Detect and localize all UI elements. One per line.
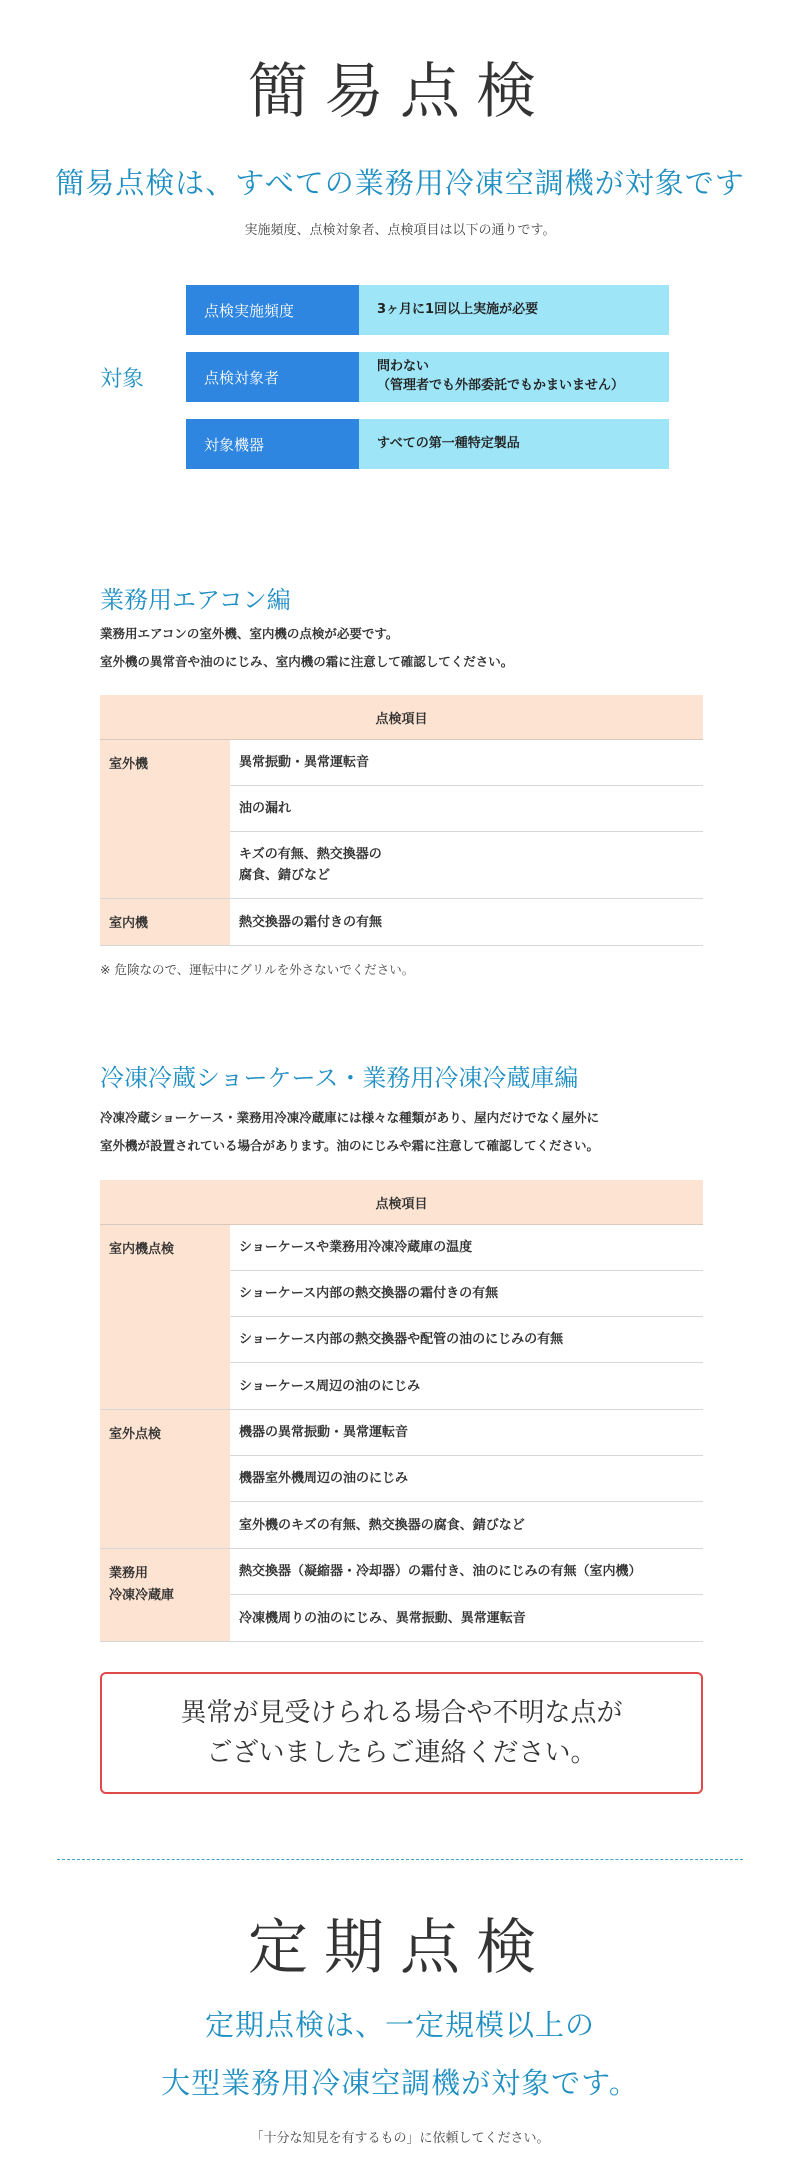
simple-inspection-heading: 簡易点検は、すべての業務用冷凍空調機が対象です xyxy=(55,166,745,200)
showcase-section-text xyxy=(100,1104,599,1160)
table-row: ショーケース周辺の油のにじみ xyxy=(239,1378,421,1394)
table-header: 点検項目 xyxy=(100,695,703,740)
target-value xyxy=(359,419,669,469)
table-row xyxy=(230,832,703,898)
target-key: 点検実施頻度 xyxy=(186,285,359,335)
showcase-section-heading: 冷凍冷蔵ショーケース・業務用冷凍冷蔵庫編 xyxy=(100,1064,579,1092)
group-label xyxy=(100,1549,230,1641)
alert-line: ございましたらご連絡ください。 xyxy=(206,1738,597,1768)
target-row-inspector xyxy=(186,352,669,402)
table-row: 油の漏れ xyxy=(230,786,703,832)
group-label-line: 室内機点検 xyxy=(109,1242,175,1257)
aircon-inspection-table xyxy=(100,695,703,946)
table-row: 冷凍機周りの油のにじみ、異常振動、異常運転音 xyxy=(239,1610,526,1626)
periodic-inspection-heading-line-1: 定期点検は、一定規模以上の xyxy=(204,2008,595,2042)
target-value-line: 問わない xyxy=(377,359,430,375)
table-group-outdoor xyxy=(100,740,703,899)
group-label-line: 室外点検 xyxy=(109,1427,162,1442)
table-row: ショーケース内部の熱交換器や配管の油のにじみの有無 xyxy=(230,1317,703,1363)
target-row-frequency xyxy=(186,285,669,335)
aircon-text-line: 業務用エアコンの室外機、室内機の点検が必要です。 xyxy=(100,626,399,641)
table-row: 異常振動・異常運転音 xyxy=(230,740,703,786)
page-title-simple-inspection: 簡易点検 xyxy=(248,57,552,127)
group-items xyxy=(230,740,703,898)
group-items xyxy=(230,899,703,945)
target-value-line: すべての第一種特定製品 xyxy=(377,435,520,451)
showcase-text-line: 冷凍冷蔵ショーケース・業務用冷凍冷蔵庫には様々な種類があり、屋内だけでなく屋外に xyxy=(100,1110,600,1125)
table-row: 室外機のキズの有無、熱交換器の腐食、錆びなど xyxy=(239,1517,525,1533)
table-row: 熱交換器の霜付きの有無 xyxy=(239,914,383,930)
group-items xyxy=(230,1225,703,1409)
simple-inspection-note: 実施頻度、点検対象者、点検項目は以下の通りです。 xyxy=(244,223,556,238)
target-value-line: （管理者でも外部委託でもかまいません） xyxy=(377,378,625,393)
target-value xyxy=(359,352,669,402)
table-group-commercial-fridge xyxy=(100,1549,703,1642)
aircon-section-heading: 業務用エアコン編 xyxy=(100,586,291,614)
aircon-footnote: ※ 危険なので、運転中にグリルを外さないでください。 xyxy=(100,962,415,977)
table-row: 機器の異常振動・異常運転音 xyxy=(230,1410,703,1456)
group-label xyxy=(100,740,230,898)
target-key: 対象機器 xyxy=(186,419,359,469)
target-key: 点検対象者 xyxy=(186,352,359,402)
table-group-outdoor-check xyxy=(100,1410,703,1549)
showcase-inspection-table xyxy=(100,1180,703,1642)
table-row-line: 腐食、錆びなど xyxy=(239,868,331,883)
target-value xyxy=(359,285,669,335)
table-group-indoor-check xyxy=(100,1225,703,1410)
table-group-indoor xyxy=(100,899,703,946)
group-items xyxy=(230,1549,703,1641)
group-label xyxy=(100,1225,230,1409)
group-label-line: 冷凍冷蔵庫 xyxy=(109,1588,175,1603)
table-row: ショーケースや業務用冷凍冷蔵庫の温度 xyxy=(230,1225,703,1271)
table-row-line: キズの有無、熱交換器の xyxy=(239,847,382,862)
table-row: 熱交換器（凝縮器・冷却器）の霜付き、油のにじみの有無（室内機） xyxy=(230,1549,703,1595)
group-label-line: 室外機 xyxy=(109,757,149,772)
showcase-text-line: 室外機が設置されている場合があります。油のにじみや霜に注意して確認してください。 xyxy=(100,1138,600,1153)
table-row: ショーケース内部の熱交換器の霜付きの有無 xyxy=(230,1271,703,1317)
page-title-periodic-inspection: 定期点検 xyxy=(248,1913,552,1983)
group-items xyxy=(230,1410,703,1548)
target-value-line: 3ヶ月に1回以上実施が必要 xyxy=(377,301,539,317)
table-header: 点検項目 xyxy=(100,1180,703,1225)
alert-line: 異常が見受けられる場合や不明な点が xyxy=(180,1698,623,1728)
aircon-text-line: 室外機の異常音や油のにじみ、室内機の霜に注意して確認してください。 xyxy=(100,654,514,669)
target-row-equipment xyxy=(186,419,669,469)
group-label-line: 室内機 xyxy=(109,916,149,931)
group-label-line: 業務用 xyxy=(109,1566,149,1581)
periodic-inspection-note: 「十分な知見を有するもの」に依頼してください。 xyxy=(250,2131,550,2146)
contact-alert-box xyxy=(100,1672,703,1794)
group-label xyxy=(100,899,230,945)
section-divider xyxy=(57,1859,743,1860)
periodic-inspection-heading-line-2: 大型業務用冷凍空調機が対象です。 xyxy=(161,2066,639,2100)
aircon-section-text xyxy=(100,620,513,676)
table-row: 機器室外機周辺の油のにじみ xyxy=(230,1456,703,1502)
group-label xyxy=(100,1410,230,1548)
target-label: 対象 xyxy=(100,367,145,392)
